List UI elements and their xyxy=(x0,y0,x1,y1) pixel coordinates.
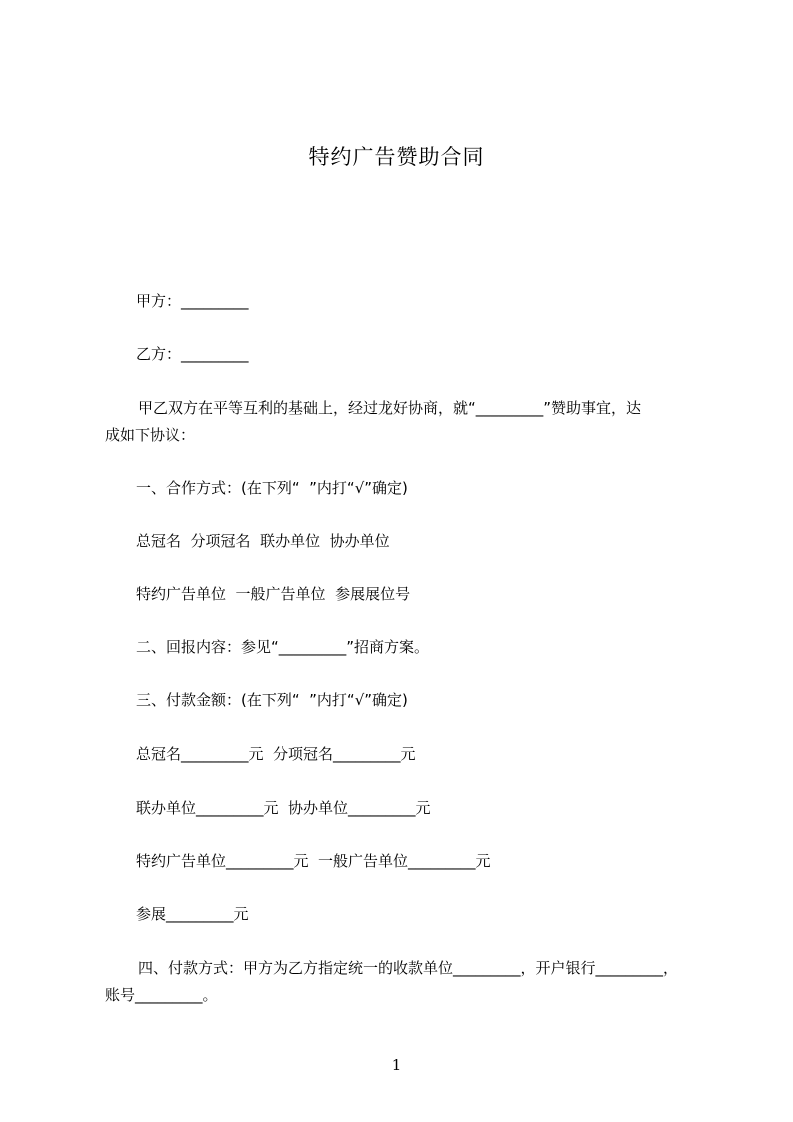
intro-line-1: 甲乙双方在平等互利的基础上，经过龙好协商，就“_________”赞助事宜，达 xyxy=(138,399,642,417)
page-number: 1 xyxy=(391,1056,402,1074)
section-3-row-4: 参展_________元 xyxy=(136,905,249,923)
document-title: 特约广告赞助合同 xyxy=(308,145,485,169)
party-a-line: 甲方：_________ xyxy=(136,292,249,310)
intro-paragraph xyxy=(105,397,709,446)
intro-line-2: 成如下协议： xyxy=(105,426,196,444)
section-4-paragraph xyxy=(105,957,709,1006)
section-3-heading: 三、付款金额：(在下列“ ”内打“√”确定) xyxy=(136,691,408,709)
section-1-options-row-2: 特约广告单位 一般广告单位 参展展位号 xyxy=(136,585,411,603)
section-2-line: 二、回报内容：参见“_________”招商方案。 xyxy=(136,638,430,656)
section-3-row-3: 特约广告单位_________元 一般广告单位_________元 xyxy=(136,852,491,870)
section-1-options-row-1: 总冠名 分项冠名 联办单位 协办单位 xyxy=(136,532,390,550)
section-4-line-2: 账号_________。 xyxy=(105,986,218,1004)
section-3-row-1: 总冠名_________元 分项冠名_________元 xyxy=(136,745,416,763)
section-3-row-2: 联办单位_________元 协办单位_________元 xyxy=(136,799,431,817)
section-1-heading: 一、合作方式：(在下列“ ”内打“√”确定) xyxy=(136,479,408,497)
party-b-line: 乙方：_________ xyxy=(136,345,249,363)
section-4-line-1: 四、付款方式：甲方为乙方指定统一的收款单位_________，开户银行_________， xyxy=(138,959,679,977)
